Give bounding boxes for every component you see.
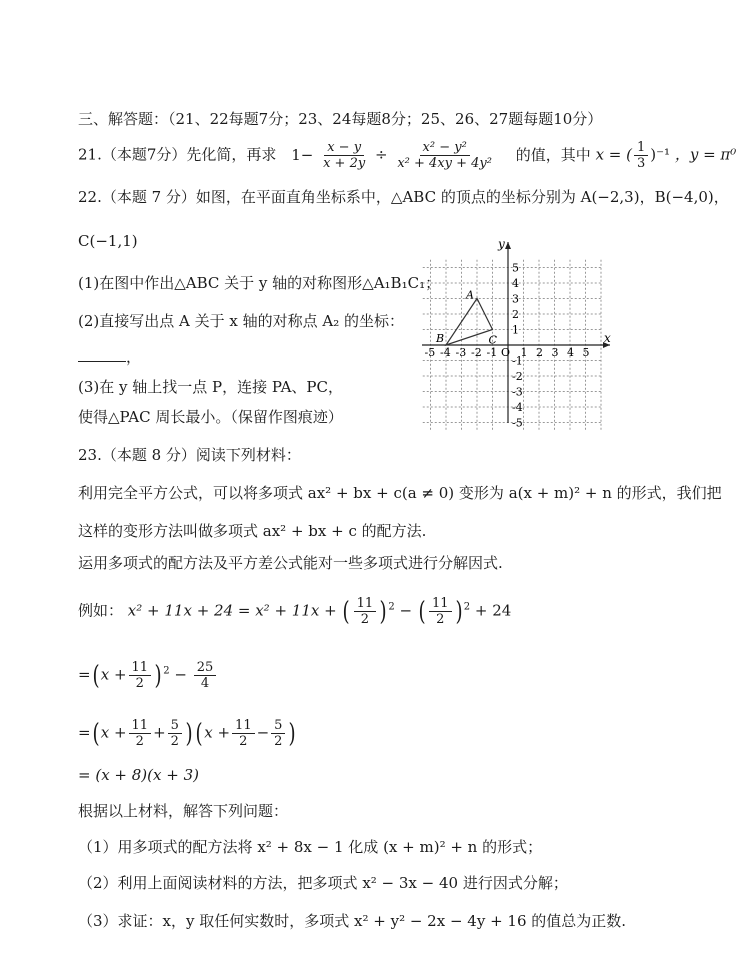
two-a: 2	[360, 612, 370, 627]
y-axis-label: y	[498, 237, 505, 251]
step2-minus: −	[174, 665, 187, 684]
point-a-label: A	[466, 288, 474, 302]
q23-a1: （1）用多项式的配方法将 x² + 8x − 1 化成 (x + m)² + n 的形式；	[78, 838, 543, 856]
q23-line3: 运用多项式的配方法及平方差公式能对一些多项式进行分解因式.	[78, 554, 503, 572]
step3-five-b: 5	[271, 718, 285, 734]
y-axis-arrow	[505, 242, 511, 249]
section-title: 三、解答题：（21、22每题7分；23、24每题8分；25、26、27题每题10分）	[78, 110, 603, 128]
q21-f2-num: x² − y²	[420, 140, 470, 156]
sq-b: 2	[463, 601, 471, 613]
q23-line1: 利用完全平方公式，可以将多项式 ax² + bx + c(a ≠ 0) 变形为 a(x + m)² + n 的形式，我们把	[78, 484, 722, 502]
q23-ask: 根据以上材料，解答下列问题：	[78, 802, 289, 820]
q22-part3b: 使得△PAC 周长最小。（保留作图痕迹）	[78, 408, 343, 426]
step3-eleven-a: 11	[129, 718, 152, 734]
q21-f1-num: x − y	[324, 140, 364, 156]
origin-label: O	[501, 346, 511, 359]
q21-third	[634, 140, 648, 171]
step3-x2: x +	[204, 723, 231, 742]
step3-plus: +	[153, 723, 166, 742]
q21-third-num: 1	[634, 140, 648, 156]
example-lead: 例如：	[78, 601, 124, 620]
step4: = (x + 8)(x + 3)	[78, 766, 199, 784]
step3-two-b: 2	[170, 734, 179, 749]
q21-tail: 的值，其中	[515, 145, 591, 164]
q22-part3a: (3)在 y 轴上找一点 P，连接 PA、PC，	[78, 378, 344, 396]
step2-sq: 2	[163, 665, 170, 677]
x-tick-label: -3	[455, 346, 467, 359]
triangle-abc	[446, 299, 493, 346]
y-tick-label: -2	[512, 370, 523, 383]
x-axis-label: x	[604, 331, 611, 345]
step3-two-a: 2	[135, 734, 144, 749]
q21-third-den: 3	[636, 156, 646, 171]
sq-a: 2	[388, 601, 395, 613]
step3-two-d: 2	[274, 734, 283, 749]
step3-five-a: 5	[168, 718, 182, 734]
q22-answer-line	[78, 346, 141, 368]
q21-xeq: x = (	[595, 145, 632, 164]
y-tick-label: 1	[512, 323, 519, 337]
q21-div: ÷	[374, 145, 388, 164]
q23-head: 23.（本题 8 分）阅读下列材料：	[78, 446, 301, 464]
q21-lead: 21.（本题7分）先化简，再求	[78, 145, 277, 164]
y-tick-label: 5	[512, 261, 519, 275]
q22-p2-tail: ，	[126, 348, 142, 366]
q22-part1: (1)在图中作出△ABC 关于 y 轴的对称图形△A₁B₁C₁；	[78, 274, 441, 292]
q23-line2: 这样的变形方法叫做多项式 ax² + bx + c 的配方法.	[78, 522, 427, 540]
eleven-b: 11	[429, 596, 452, 612]
q23-a2: （2）利用上面阅读材料的方法，把多项式 x² − 3x − 40 进行因式分解；	[78, 874, 568, 892]
y-tick-label: 4	[512, 277, 519, 290]
q21-f1-den: x + 2y	[323, 156, 366, 171]
x-tick-label: -5	[424, 346, 436, 359]
q21	[78, 140, 736, 171]
step3-minus: −	[256, 723, 270, 742]
example-line: 例如： x² + 11x + 24 = x² + 11x + ( $\frac{11}{2}$ ) $^2$ − ( $\frac{11}{2}$ ) $^2$ + 24	[78, 596, 512, 627]
point-c-label: C	[488, 333, 497, 347]
example-tail: + 24	[474, 601, 512, 620]
x-tick-label: -1	[486, 346, 498, 359]
step3-eleven-b: 11	[232, 718, 255, 734]
step2-x: x +	[100, 665, 127, 684]
coordinate-graph	[420, 238, 616, 428]
x-tick-label: 5	[582, 346, 590, 359]
two-b: 2	[436, 612, 445, 627]
step3-x: x +	[100, 723, 127, 742]
step2-25: 25	[194, 660, 217, 676]
q23-a3: （3）求证：x，y 取任何实数时，多项式 x² + y² − 2x − 4y + 16 的值总为正数.	[78, 912, 627, 930]
q21-frac2	[394, 140, 495, 171]
example-minus: −	[399, 601, 413, 620]
step2: =( x + $\frac{11}{2}$ ) $^2$ − $\frac{25}{4}$	[78, 660, 218, 691]
y-tick-label: -4	[512, 401, 523, 414]
step3: =( x + $\frac{11}{2}$ + $\frac{5}{2}$ ) ( x + $\frac{11}{2}$ − $\frac{5}{2}$ )	[78, 718, 297, 749]
q22-part2: (2)直接写出点 A 关于 x 轴的对称点 A₂ 的坐标：	[78, 312, 404, 330]
y-tick-label: 2	[512, 308, 519, 321]
step2-4: 4	[200, 676, 210, 691]
point-b-label: B	[436, 332, 445, 345]
x-tick-label: -4	[440, 346, 451, 359]
q21-one: 1−	[291, 145, 314, 164]
q21-frac1	[320, 140, 368, 171]
example-expr: x² + 11x + 24 = x² + 11x +	[127, 601, 337, 620]
step3-two-c: 2	[239, 734, 248, 749]
x-tick-label: 1	[520, 346, 528, 359]
y-tick-label: -3	[512, 385, 523, 399]
y-tick-label: -1	[512, 354, 523, 368]
x-tick-label: 2	[536, 346, 543, 359]
step3-eq: =	[78, 723, 91, 742]
step2-two: 2	[135, 676, 144, 691]
x-tick-label: -2	[471, 346, 482, 359]
q21-yeq: ，y = π⁰	[674, 145, 736, 164]
answer-blank	[78, 349, 126, 362]
x-tick-label: 4	[567, 346, 574, 359]
q22-line1: 22.（本题 7 分）如图，在平面直角坐标系中，△ABC 的顶点的坐标分别为 A(−2,3)，B(−4,0)，	[78, 188, 729, 206]
y-tick-label: -5	[512, 416, 523, 430]
step2-eq: =	[78, 665, 91, 684]
q21-xexp: )⁻¹	[650, 145, 671, 164]
q21-f2-den: x² + 4xy + 4y²	[397, 156, 492, 171]
q22-line2: C(−1,1)	[78, 232, 138, 250]
eleven-a: 11	[354, 596, 377, 612]
step2-eleven: 11	[129, 660, 152, 676]
y-tick-label: 3	[512, 292, 519, 306]
x-tick-label: 3	[551, 346, 559, 359]
